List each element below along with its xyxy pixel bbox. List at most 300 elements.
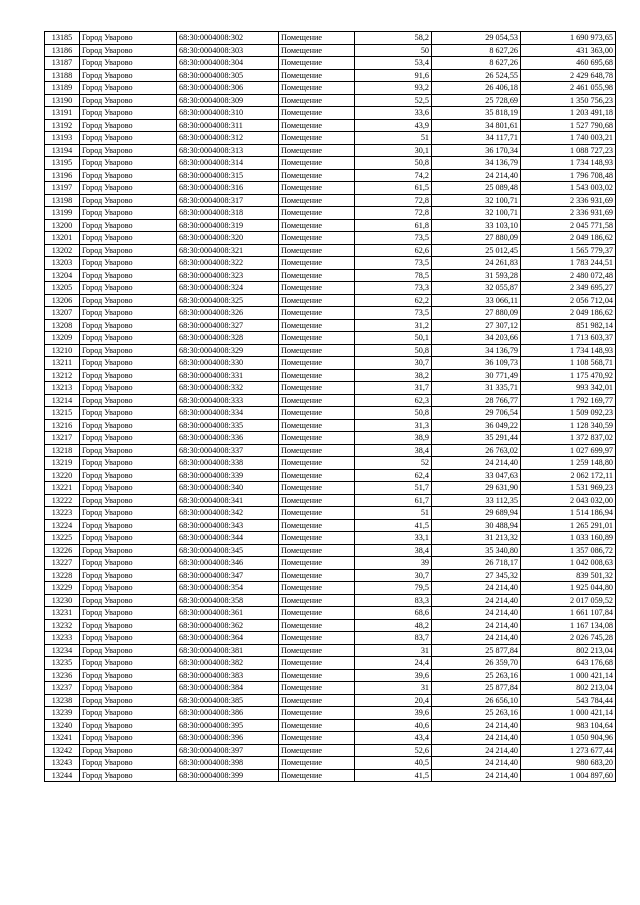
cadastral-value-cell: 1 514 186,94 xyxy=(521,507,616,520)
settlement-name-cell: Город Уварово xyxy=(80,319,177,332)
table-row xyxy=(45,707,616,720)
settlement-name-cell: Город Уварово xyxy=(80,69,177,82)
object-type-cell: Помещение xyxy=(279,44,355,57)
table-row xyxy=(45,182,616,195)
table-row xyxy=(45,307,616,320)
cadastral-number-cell: 68:30:0004008:381 xyxy=(177,644,279,657)
cadastral-number-cell: 68:30:0004008:395 xyxy=(177,719,279,732)
table-row xyxy=(45,469,616,482)
object-type-cell: Помещение xyxy=(279,344,355,357)
row-number-cell: 13233 xyxy=(45,632,80,645)
settlement-name-cell: Город Уварово xyxy=(80,532,177,545)
cadastral-number-cell: 68:30:0004008:337 xyxy=(177,444,279,457)
specific-value-cell: 24 214,40 xyxy=(432,744,521,757)
row-number-cell: 13231 xyxy=(45,607,80,620)
row-number-cell: 13192 xyxy=(45,119,80,132)
specific-value-cell: 25 263,16 xyxy=(432,707,521,720)
settlement-name-cell: Город Уварово xyxy=(80,757,177,770)
area-cell: 51 xyxy=(355,132,432,145)
cadastral-number-cell: 68:30:0004008:328 xyxy=(177,332,279,345)
specific-value-cell: 25 263,16 xyxy=(432,669,521,682)
row-number-cell: 13215 xyxy=(45,407,80,420)
cadastral-value-cell: 460 695,68 xyxy=(521,57,616,70)
table-row xyxy=(45,332,616,345)
cadastral-value-cell: 1 796 708,48 xyxy=(521,169,616,182)
object-type-cell: Помещение xyxy=(279,482,355,495)
row-number-cell: 13223 xyxy=(45,507,80,520)
object-type-cell: Помещение xyxy=(279,57,355,70)
object-type-cell: Помещение xyxy=(279,669,355,682)
cadastral-value-cell: 1 734 148,93 xyxy=(521,344,616,357)
cadastral-number-cell: 68:30:0004008:340 xyxy=(177,482,279,495)
table-row xyxy=(45,69,616,82)
row-number-cell: 13222 xyxy=(45,494,80,507)
cadastral-number-cell: 68:30:0004008:316 xyxy=(177,182,279,195)
object-type-cell: Помещение xyxy=(279,419,355,432)
settlement-name-cell: Город Уварово xyxy=(80,394,177,407)
cadastral-number-cell: 68:30:0004008:314 xyxy=(177,157,279,170)
specific-value-cell: 24 214,40 xyxy=(432,607,521,620)
settlement-name-cell: Город Уварово xyxy=(80,182,177,195)
object-type-cell: Помещение xyxy=(279,394,355,407)
table-row xyxy=(45,669,616,682)
specific-value-cell: 24 261,83 xyxy=(432,257,521,270)
settlement-name-cell: Город Уварово xyxy=(80,669,177,682)
area-cell: 31 xyxy=(355,682,432,695)
row-number-cell: 13218 xyxy=(45,444,80,457)
cadastral-number-cell: 68:30:0004008:334 xyxy=(177,407,279,420)
settlement-name-cell: Город Уварово xyxy=(80,619,177,632)
object-type-cell: Помещение xyxy=(279,682,355,695)
settlement-name-cell: Город Уварово xyxy=(80,344,177,357)
settlement-name-cell: Город Уварово xyxy=(80,732,177,745)
specific-value-cell: 30 771,49 xyxy=(432,369,521,382)
cadastral-number-cell: 68:30:0004008:347 xyxy=(177,569,279,582)
table-row xyxy=(45,82,616,95)
cadastral-number-cell: 68:30:0004008:336 xyxy=(177,432,279,445)
area-cell: 38,9 xyxy=(355,432,432,445)
object-type-cell: Помещение xyxy=(279,307,355,320)
cadastral-number-cell: 68:30:0004008:354 xyxy=(177,582,279,595)
settlement-name-cell: Город Уварово xyxy=(80,294,177,307)
table-row xyxy=(45,32,616,45)
object-type-cell: Помещение xyxy=(279,132,355,145)
table-row xyxy=(45,419,616,432)
cadastral-number-cell: 68:30:0004008:311 xyxy=(177,119,279,132)
cadastral-number-cell: 68:30:0004008:399 xyxy=(177,769,279,782)
settlement-name-cell: Город Уварово xyxy=(80,382,177,395)
specific-value-cell: 26 656,10 xyxy=(432,694,521,707)
cadastral-value-cell: 2 043 032,00 xyxy=(521,494,616,507)
cadastral-number-cell: 68:30:0004008:396 xyxy=(177,732,279,745)
cadastral-value-cell: 983 104,64 xyxy=(521,719,616,732)
row-number-cell: 13234 xyxy=(45,644,80,657)
row-number-cell: 13201 xyxy=(45,232,80,245)
specific-value-cell: 32 055,87 xyxy=(432,282,521,295)
settlement-name-cell: Город Уварово xyxy=(80,144,177,157)
object-type-cell: Помещение xyxy=(279,557,355,570)
cadastral-number-cell: 68:30:0004008:361 xyxy=(177,607,279,620)
settlement-name-cell: Город Уварово xyxy=(80,519,177,532)
row-number-cell: 13235 xyxy=(45,657,80,670)
area-cell: 73,3 xyxy=(355,282,432,295)
settlement-name-cell: Город Уварово xyxy=(80,44,177,57)
cadastral-value-cell: 1 527 790,68 xyxy=(521,119,616,132)
cadastral-value-cell: 543 784,44 xyxy=(521,694,616,707)
object-type-cell: Помещение xyxy=(279,94,355,107)
specific-value-cell: 25 728,69 xyxy=(432,94,521,107)
area-cell: 48,2 xyxy=(355,619,432,632)
table-row xyxy=(45,719,616,732)
row-number-cell: 13202 xyxy=(45,244,80,257)
specific-value-cell: 34 203,66 xyxy=(432,332,521,345)
area-cell: 50 xyxy=(355,44,432,57)
area-cell: 33,6 xyxy=(355,107,432,120)
settlement-name-cell: Город Уварово xyxy=(80,594,177,607)
object-type-cell: Помещение xyxy=(279,69,355,82)
table-row xyxy=(45,694,616,707)
settlement-name-cell: Город Уварово xyxy=(80,694,177,707)
object-type-cell: Помещение xyxy=(279,694,355,707)
object-type-cell: Помещение xyxy=(279,169,355,182)
cadastral-value-cell: 2 336 931,69 xyxy=(521,194,616,207)
table-row xyxy=(45,494,616,507)
object-type-cell: Помещение xyxy=(279,757,355,770)
table-row xyxy=(45,269,616,282)
object-type-cell: Помещение xyxy=(279,357,355,370)
specific-value-cell: 24 214,40 xyxy=(432,619,521,632)
cadastral-number-cell: 68:30:0004008:342 xyxy=(177,507,279,520)
table-row xyxy=(45,632,616,645)
object-type-cell: Помещение xyxy=(279,332,355,345)
area-cell: 30,1 xyxy=(355,144,432,157)
cadastral-number-cell: 68:30:0004008:345 xyxy=(177,544,279,557)
object-type-cell: Помещение xyxy=(279,594,355,607)
settlement-name-cell: Город Уварово xyxy=(80,207,177,220)
row-number-cell: 13214 xyxy=(45,394,80,407)
table-row xyxy=(45,344,616,357)
table-body xyxy=(45,32,616,782)
area-cell: 50,1 xyxy=(355,332,432,345)
cadastral-number-cell: 68:30:0004008:312 xyxy=(177,132,279,145)
object-type-cell: Помещение xyxy=(279,532,355,545)
row-number-cell: 13239 xyxy=(45,707,80,720)
specific-value-cell: 36 170,34 xyxy=(432,144,521,157)
object-type-cell: Помещение xyxy=(279,632,355,645)
settlement-name-cell: Город Уварово xyxy=(80,32,177,45)
row-number-cell: 13224 xyxy=(45,519,80,532)
cadastral-value-cell: 1 509 092,23 xyxy=(521,407,616,420)
object-type-cell: Помещение xyxy=(279,244,355,257)
table-row xyxy=(45,394,616,407)
row-number-cell: 13237 xyxy=(45,682,80,695)
row-number-cell: 13238 xyxy=(45,694,80,707)
area-cell: 41,5 xyxy=(355,519,432,532)
table-row xyxy=(45,207,616,220)
cadastral-number-cell: 68:30:0004008:313 xyxy=(177,144,279,157)
table-row xyxy=(45,94,616,107)
area-cell: 38,4 xyxy=(355,544,432,557)
settlement-name-cell: Город Уварово xyxy=(80,419,177,432)
area-cell: 30,7 xyxy=(355,357,432,370)
object-type-cell: Помещение xyxy=(279,119,355,132)
table-row xyxy=(45,119,616,132)
table-row xyxy=(45,282,616,295)
specific-value-cell: 24 214,40 xyxy=(432,457,521,470)
table-row xyxy=(45,144,616,157)
table-row xyxy=(45,569,616,582)
cadastral-number-cell: 68:30:0004008:302 xyxy=(177,32,279,45)
area-cell: 40,6 xyxy=(355,719,432,732)
area-cell: 50,8 xyxy=(355,407,432,420)
cadastral-value-cell: 2 026 745,28 xyxy=(521,632,616,645)
specific-value-cell: 33 047,63 xyxy=(432,469,521,482)
specific-value-cell: 33 112,35 xyxy=(432,494,521,507)
cadastral-number-cell: 68:30:0004008:332 xyxy=(177,382,279,395)
object-type-cell: Помещение xyxy=(279,194,355,207)
table-row xyxy=(45,407,616,420)
table-row xyxy=(45,594,616,607)
cadastral-number-cell: 68:30:0004008:362 xyxy=(177,619,279,632)
row-number-cell: 13240 xyxy=(45,719,80,732)
settlement-name-cell: Город Уварово xyxy=(80,219,177,232)
specific-value-cell: 8 627,26 xyxy=(432,44,521,57)
cadastral-value-cell: 643 176,68 xyxy=(521,657,616,670)
specific-value-cell: 29 706,54 xyxy=(432,407,521,420)
area-cell: 43,9 xyxy=(355,119,432,132)
area-cell: 72,8 xyxy=(355,194,432,207)
specific-value-cell: 35 818,19 xyxy=(432,107,521,120)
specific-value-cell: 36 109,73 xyxy=(432,357,521,370)
row-number-cell: 13241 xyxy=(45,732,80,745)
cadastral-value-cell: 1 531 969,23 xyxy=(521,482,616,495)
settlement-name-cell: Город Уварово xyxy=(80,457,177,470)
cadastral-value-cell: 1 167 134,08 xyxy=(521,619,616,632)
specific-value-cell: 29 054,53 xyxy=(432,32,521,45)
cadastral-number-cell: 68:30:0004008:329 xyxy=(177,344,279,357)
cadastral-value-cell: 1 000 421,14 xyxy=(521,669,616,682)
cadastral-number-cell: 68:30:0004008:303 xyxy=(177,44,279,57)
settlement-name-cell: Город Уварово xyxy=(80,132,177,145)
specific-value-cell: 27 307,12 xyxy=(432,319,521,332)
object-type-cell: Помещение xyxy=(279,257,355,270)
area-cell: 33,1 xyxy=(355,532,432,545)
specific-value-cell: 31 213,32 xyxy=(432,532,521,545)
specific-value-cell: 25 089,48 xyxy=(432,182,521,195)
cadastral-number-cell: 68:30:0004008:323 xyxy=(177,269,279,282)
row-number-cell: 13193 xyxy=(45,132,80,145)
table-row xyxy=(45,732,616,745)
row-number-cell: 13194 xyxy=(45,144,80,157)
cadastral-number-cell: 68:30:0004008:397 xyxy=(177,744,279,757)
row-number-cell: 13244 xyxy=(45,769,80,782)
cadastral-value-cell: 1 740 003,21 xyxy=(521,132,616,145)
row-number-cell: 13187 xyxy=(45,57,80,70)
specific-value-cell: 29 689,94 xyxy=(432,507,521,520)
table-row xyxy=(45,157,616,170)
object-type-cell: Помещение xyxy=(279,219,355,232)
table-row xyxy=(45,107,616,120)
row-number-cell: 13186 xyxy=(45,44,80,57)
cadastral-value-cell: 1 734 148,93 xyxy=(521,157,616,170)
settlement-name-cell: Город Уварово xyxy=(80,369,177,382)
table-row xyxy=(45,507,616,520)
object-type-cell: Помещение xyxy=(279,432,355,445)
settlement-name-cell: Город Уварово xyxy=(80,57,177,70)
cadastral-number-cell: 68:30:0004008:325 xyxy=(177,294,279,307)
row-number-cell: 13207 xyxy=(45,307,80,320)
cadastral-number-cell: 68:30:0004008:322 xyxy=(177,257,279,270)
specific-value-cell: 24 214,40 xyxy=(432,632,521,645)
settlement-name-cell: Город Уварово xyxy=(80,444,177,457)
cadastral-value-cell: 1 661 107,84 xyxy=(521,607,616,620)
cadastral-value-cell: 1 203 491,18 xyxy=(521,107,616,120)
object-type-cell: Помещение xyxy=(279,444,355,457)
cadastral-value-cell: 2 349 695,27 xyxy=(521,282,616,295)
row-number-cell: 13242 xyxy=(45,744,80,757)
row-number-cell: 13219 xyxy=(45,457,80,470)
specific-value-cell: 33 066,11 xyxy=(432,294,521,307)
row-number-cell: 13221 xyxy=(45,482,80,495)
specific-value-cell: 25 877,84 xyxy=(432,682,521,695)
area-cell: 61,7 xyxy=(355,494,432,507)
object-type-cell: Помещение xyxy=(279,144,355,157)
cadastral-number-cell: 68:30:0004008:310 xyxy=(177,107,279,120)
cadastral-number-cell: 68:30:0004008:344 xyxy=(177,532,279,545)
table-row xyxy=(45,169,616,182)
cadastral-number-cell: 68:30:0004008:306 xyxy=(177,82,279,95)
row-number-cell: 13210 xyxy=(45,344,80,357)
table-row xyxy=(45,357,616,370)
cadastral-number-cell: 68:30:0004008:335 xyxy=(177,419,279,432)
area-cell: 93,2 xyxy=(355,82,432,95)
cadastral-value-cell: 1 000 421,14 xyxy=(521,707,616,720)
row-number-cell: 13200 xyxy=(45,219,80,232)
area-cell: 53,4 xyxy=(355,57,432,70)
cadastral-value-cell: 2 056 712,04 xyxy=(521,294,616,307)
table-row xyxy=(45,557,616,570)
cadastral-value-cell: 1 350 756,23 xyxy=(521,94,616,107)
settlement-name-cell: Город Уварово xyxy=(80,657,177,670)
row-number-cell: 13220 xyxy=(45,469,80,482)
settlement-name-cell: Город Уварово xyxy=(80,194,177,207)
table-row xyxy=(45,257,616,270)
specific-value-cell: 26 406,18 xyxy=(432,82,521,95)
row-number-cell: 13199 xyxy=(45,207,80,220)
row-number-cell: 13243 xyxy=(45,757,80,770)
settlement-name-cell: Город Уварово xyxy=(80,719,177,732)
object-type-cell: Помещение xyxy=(279,107,355,120)
area-cell: 24,4 xyxy=(355,657,432,670)
area-cell: 39,6 xyxy=(355,669,432,682)
area-cell: 41,5 xyxy=(355,769,432,782)
row-number-cell: 13191 xyxy=(45,107,80,120)
specific-value-cell: 24 214,40 xyxy=(432,757,521,770)
row-number-cell: 13209 xyxy=(45,332,80,345)
specific-value-cell: 28 766,77 xyxy=(432,394,521,407)
specific-value-cell: 25 012,45 xyxy=(432,244,521,257)
row-number-cell: 13211 xyxy=(45,357,80,370)
row-number-cell: 13212 xyxy=(45,369,80,382)
row-number-cell: 13197 xyxy=(45,182,80,195)
cadastral-number-cell: 68:30:0004008:382 xyxy=(177,657,279,670)
table-row xyxy=(45,682,616,695)
area-cell: 31,3 xyxy=(355,419,432,432)
area-cell: 52,6 xyxy=(355,744,432,757)
cadastral-number-cell: 68:30:0004008:338 xyxy=(177,457,279,470)
table-row xyxy=(45,544,616,557)
settlement-name-cell: Город Уварово xyxy=(80,407,177,420)
area-cell: 39,6 xyxy=(355,707,432,720)
row-number-cell: 13188 xyxy=(45,69,80,82)
area-cell: 83,7 xyxy=(355,632,432,645)
specific-value-cell: 34 136,79 xyxy=(432,157,521,170)
settlement-name-cell: Город Уварово xyxy=(80,432,177,445)
cadastral-value-cell: 2 461 055,98 xyxy=(521,82,616,95)
table-row xyxy=(45,369,616,382)
settlement-name-cell: Город Уварово xyxy=(80,644,177,657)
object-type-cell: Помещение xyxy=(279,269,355,282)
area-cell: 73,5 xyxy=(355,307,432,320)
table-row xyxy=(45,244,616,257)
settlement-name-cell: Город Уварово xyxy=(80,82,177,95)
specific-value-cell: 26 359,70 xyxy=(432,657,521,670)
row-number-cell: 13204 xyxy=(45,269,80,282)
cadastral-value-cell: 1 265 291,01 xyxy=(521,519,616,532)
object-type-cell: Помещение xyxy=(279,519,355,532)
table-row xyxy=(45,532,616,545)
area-cell: 51,7 xyxy=(355,482,432,495)
object-type-cell: Помещение xyxy=(279,644,355,657)
settlement-name-cell: Город Уварово xyxy=(80,94,177,107)
specific-value-cell: 26 718,17 xyxy=(432,557,521,570)
cadastral-value-cell: 839 501,32 xyxy=(521,569,616,582)
cadastral-value-cell: 2 480 072,48 xyxy=(521,269,616,282)
table-row xyxy=(45,232,616,245)
area-cell: 31,7 xyxy=(355,382,432,395)
area-cell: 58,2 xyxy=(355,32,432,45)
object-type-cell: Помещение xyxy=(279,382,355,395)
cadastral-value-cell: 2 336 931,69 xyxy=(521,207,616,220)
cadastral-value-cell: 802 213,04 xyxy=(521,682,616,695)
area-cell: 20,4 xyxy=(355,694,432,707)
cadastral-value-cell: 1 259 148,80 xyxy=(521,457,616,470)
area-cell: 73,5 xyxy=(355,232,432,245)
table-row xyxy=(45,744,616,757)
row-number-cell: 13229 xyxy=(45,582,80,595)
specific-value-cell: 27 345,32 xyxy=(432,569,521,582)
settlement-name-cell: Город Уварово xyxy=(80,244,177,257)
area-cell: 52 xyxy=(355,457,432,470)
area-cell: 61,8 xyxy=(355,219,432,232)
settlement-name-cell: Город Уварово xyxy=(80,482,177,495)
cadastral-number-cell: 68:30:0004008:385 xyxy=(177,694,279,707)
specific-value-cell: 34 136,79 xyxy=(432,344,521,357)
table-row xyxy=(45,132,616,145)
specific-value-cell: 30 488,94 xyxy=(432,519,521,532)
cadastral-value-cell: 2 049 186,62 xyxy=(521,232,616,245)
cadastral-value-cell: 1 372 837,02 xyxy=(521,432,616,445)
row-number-cell: 13195 xyxy=(45,157,80,170)
cadastral-number-cell: 68:30:0004008:358 xyxy=(177,594,279,607)
settlement-name-cell: Город Уварово xyxy=(80,232,177,245)
cadastral-number-cell: 68:30:0004008:383 xyxy=(177,669,279,682)
cadastral-value-cell: 1 033 160,89 xyxy=(521,532,616,545)
row-number-cell: 13213 xyxy=(45,382,80,395)
settlement-name-cell: Город Уварово xyxy=(80,494,177,507)
area-cell: 50,8 xyxy=(355,157,432,170)
specific-value-cell: 34 117,71 xyxy=(432,132,521,145)
